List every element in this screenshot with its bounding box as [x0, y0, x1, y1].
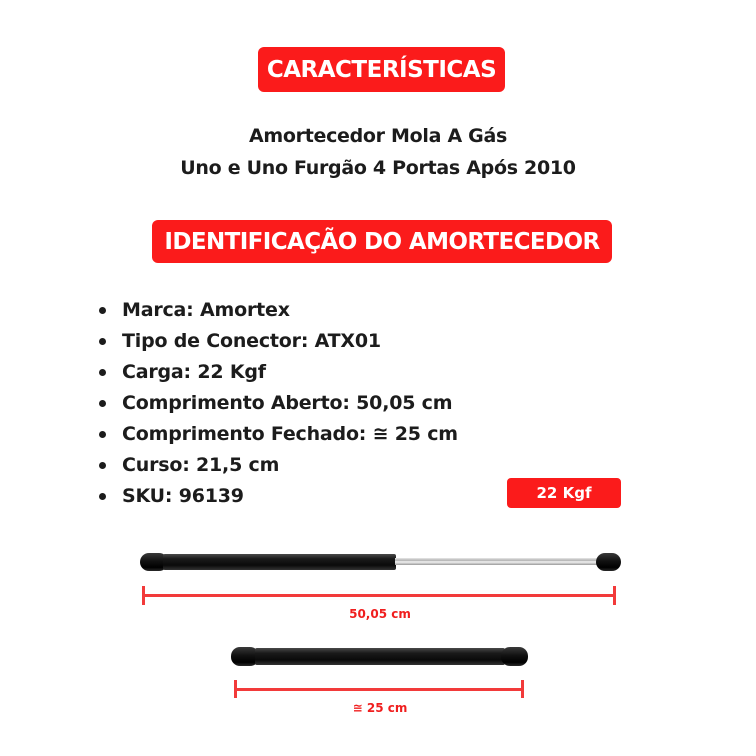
spec-text: Marca: Amortex [122, 299, 290, 321]
characteristics-title: CARACTERÍSTICAS [266, 56, 497, 83]
strut-end-cap [501, 647, 528, 666]
identification-title: IDENTIFICAÇÃO DO AMORTECEDOR [164, 228, 600, 255]
load-badge-label: 22 Kgf [536, 484, 592, 502]
product-title-line2: Uno e Uno Furgão 4 Portas Após 2010 [180, 157, 576, 179]
closed-length-tick-left [234, 680, 237, 698]
closed-length-line [235, 688, 524, 691]
closed-length-tick-right [521, 680, 524, 698]
spec-text: Curso: 21,5 cm [122, 454, 280, 476]
spec-text: Comprimento Aberto: 50,05 cm [122, 392, 453, 414]
open-length-label: 50,05 cm [349, 607, 411, 621]
spec-text: Carga: 22 Kgf [122, 361, 266, 383]
product-title-line1: Amortecedor Mola A Gás [248, 125, 508, 147]
spec-text: SKU: 96139 [122, 485, 244, 507]
spec-text: Tipo de Conector: ATX01 [122, 330, 381, 352]
closed-length-label: ≅ 25 cm [352, 701, 408, 715]
strut-cylinder [255, 648, 505, 665]
spec-text: Comprimento Fechado: ≅ 25 cm [122, 423, 458, 445]
